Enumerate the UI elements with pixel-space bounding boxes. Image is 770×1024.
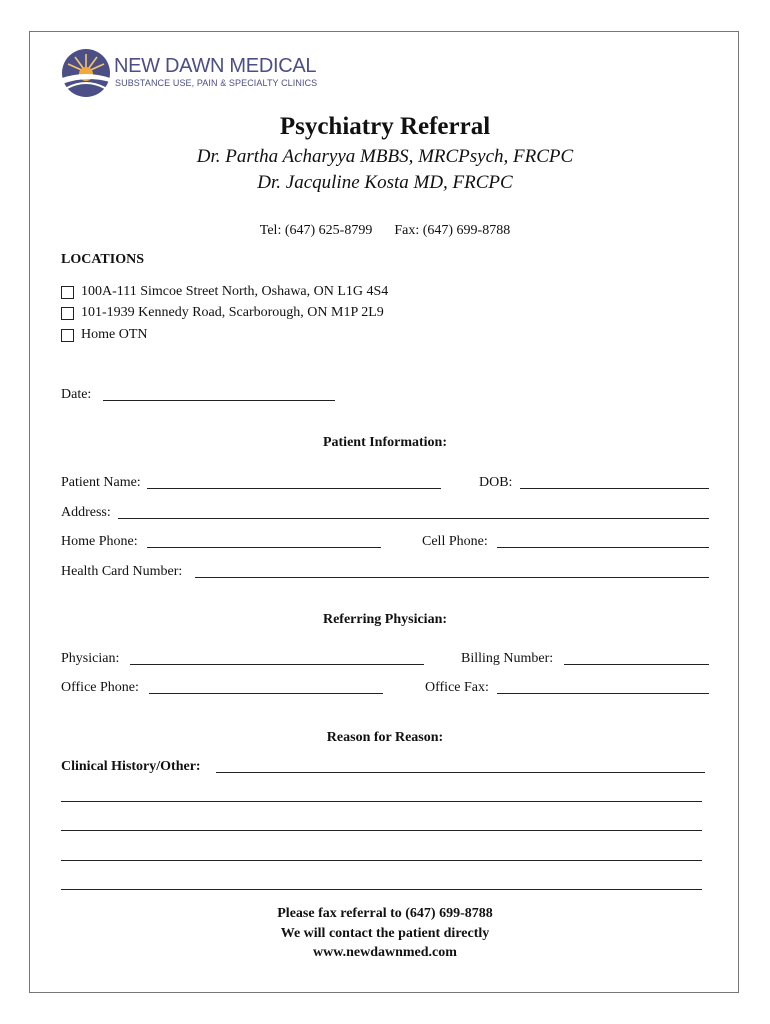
patient-name-field[interactable] — [147, 488, 441, 489]
patient-name-label: Patient Name: — [61, 475, 141, 490]
logo-name: NEW DAWN MEDICAL — [114, 55, 317, 77]
fax: Fax: (647) 699-8788 — [394, 223, 511, 238]
billing-number-field[interactable] — [564, 664, 709, 665]
doctor-name-1: Dr. Partha Acharyya MBBS, MRCPsych, FRCPC — [196, 146, 574, 167]
date-field[interactable] — [103, 400, 335, 401]
home-phone-label: Home Phone: — [61, 534, 138, 549]
telephone: Tel: (647) 625-8799 — [259, 223, 373, 238]
address-label: Address: — [61, 505, 111, 520]
location-label: Home OTN — [81, 327, 148, 342]
clinical-history-line[interactable] — [61, 830, 702, 831]
physician-label: Physician: — [61, 651, 120, 666]
office-fax-field[interactable] — [497, 693, 709, 694]
home-phone-field[interactable] — [147, 547, 381, 548]
location-option-scarborough[interactable] — [61, 305, 384, 321]
new-dawn-logo-icon — [61, 48, 111, 98]
logo-tagline: SUBSTANCE USE, PAIN & SPECIALTY CLINICS — [115, 78, 318, 88]
clinical-history-line[interactable] — [61, 801, 702, 802]
clinical-history-field[interactable] — [216, 772, 705, 773]
cell-phone-field[interactable] — [497, 547, 709, 548]
office-fax-label: Office Fax: — [425, 680, 489, 695]
footer-website: www.newdawnmed.com — [313, 945, 457, 960]
reason-heading: Reason for Reason: — [326, 730, 444, 745]
address-field[interactable] — [118, 518, 709, 519]
checkbox-icon[interactable] — [61, 286, 74, 299]
date-label: Date: — [61, 387, 92, 402]
patient-info-heading: Patient Information: — [322, 435, 448, 450]
checkbox-icon[interactable] — [61, 329, 74, 342]
contact-info — [0, 223, 770, 239]
clinical-history-line[interactable] — [61, 860, 702, 861]
office-phone-field[interactable] — [149, 693, 383, 694]
billing-number-label: Billing Number: — [461, 651, 554, 666]
locations-heading: LOCATIONS — [61, 252, 144, 267]
referring-physician-heading: Referring Physician: — [322, 612, 448, 627]
physician-field[interactable] — [130, 664, 424, 665]
office-phone-label: Office Phone: — [61, 680, 139, 695]
footer-contact-note: We will contact the patient directly — [280, 926, 490, 941]
location-option-oshawa[interactable] — [61, 284, 388, 300]
footer-fax-instruction: Please fax referral to (647) 699-8788 — [277, 906, 493, 921]
clinical-history-line[interactable] — [61, 889, 702, 890]
doctor-name-2: Dr. Jacquline Kosta MD, FRCPC — [257, 172, 513, 193]
clinical-history-label: Clinical History/Other: — [61, 759, 201, 774]
location-option-home-otn[interactable] — [61, 327, 148, 343]
health-card-field[interactable] — [195, 577, 709, 578]
checkbox-icon[interactable] — [61, 307, 74, 320]
health-card-label: Health Card Number: — [61, 564, 183, 579]
dob-label: DOB: — [479, 475, 513, 490]
location-label: 101-1939 Kennedy Road, Scarborough, ON M1P 2L9 — [81, 305, 384, 320]
form-title: Psychiatry Referral — [279, 113, 491, 140]
cell-phone-label: Cell Phone: — [422, 534, 488, 549]
location-label: 100A-111 Simcoe Street North, Oshawa, ON L1G 4S4 — [81, 284, 389, 299]
dob-field[interactable] — [520, 488, 709, 489]
